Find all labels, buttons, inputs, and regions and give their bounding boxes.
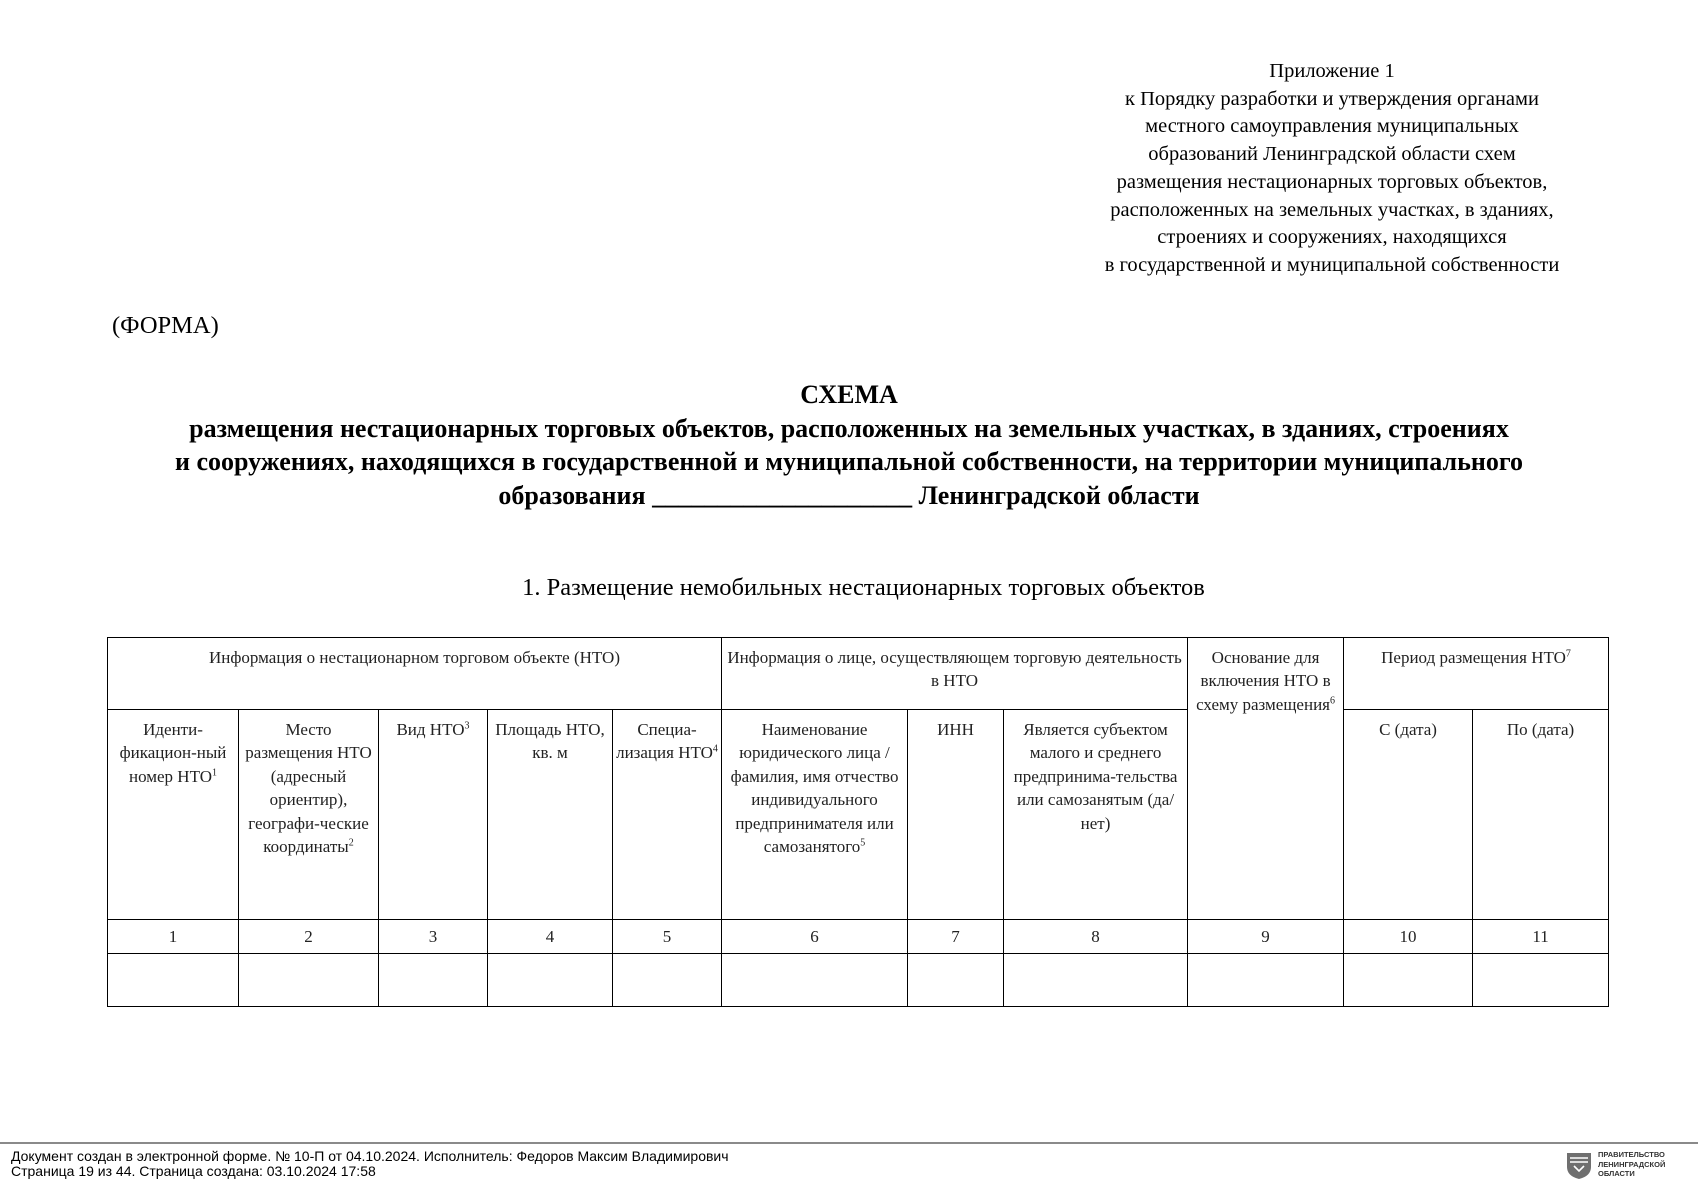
column-number-row: [108, 920, 1609, 954]
title-line: размещения нестационарных торговых объектов, расположенных на земельных участках, в зданиях, строениях: [189, 413, 1509, 443]
document-title: [0, 378, 1698, 512]
column-number: 8: [1004, 920, 1188, 954]
column-header-location: Место размещения НТО (адресный ориентир), географи-ческие координаты$^2$: [239, 710, 379, 920]
logo-text: [1598, 1150, 1690, 1179]
column-number: 1: [108, 920, 239, 954]
column-header-area: Площадь НТО, кв. м: [488, 710, 613, 920]
appendix-line: размещения нестационарных торговых объектов,: [1116, 170, 1548, 193]
footnote-marker: 6: [1330, 695, 1335, 707]
appendix-line: образований Ленинградской области схем: [1148, 143, 1516, 166]
footnote-marker: 2: [348, 837, 354, 849]
title-line: образования ____________________ Ленинградской области: [498, 480, 1200, 510]
table-cell: [239, 954, 379, 1007]
logo-text-line: ОБЛАСТИ: [1598, 1169, 1635, 1178]
column-header-specialization: Специа-лизация НТО$^4$: [613, 710, 722, 920]
table-cell: [379, 954, 488, 1007]
footer-line-document: Документ создан в электронной форме. № 10-П от 04.10.2024. Исполнитель: Федоров Максим Владимирович: [11, 1148, 729, 1164]
table-cell: [722, 954, 908, 1007]
column-header-to-date: По (дата): [1473, 710, 1609, 920]
footer-info: [11, 1149, 729, 1179]
column-number: 6: [722, 920, 908, 954]
footnote-marker: 4: [712, 743, 718, 755]
table-cell: [1473, 954, 1609, 1007]
footnote-marker: 7: [1565, 648, 1571, 660]
footnote-marker: 3: [464, 720, 470, 732]
column-header-id: Иденти-фикацион-ный номер НТО$^1$: [108, 710, 239, 920]
table-cell: [488, 954, 613, 1007]
column-header-sme: Является субъектом малого и среднего предпринима-тельства или самозанятым (да/нет): [1004, 710, 1188, 920]
appendix-line: расположенных на земельных участках, в зданиях,: [1110, 198, 1554, 221]
column-header-inn: ИНН: [908, 710, 1004, 920]
form-label: (ФОРМА): [112, 312, 219, 339]
table-cell: [908, 954, 1004, 1007]
column-number: 3: [379, 920, 488, 954]
column-number: 10: [1344, 920, 1473, 954]
column-number: 2: [239, 920, 379, 954]
column-number: 4: [488, 920, 613, 954]
table-cell: [1344, 954, 1473, 1007]
column-number: 7: [908, 920, 1004, 954]
title-line: и сооружениях, находящихся в государственной и муниципальной собственности, на территории муниципального: [175, 447, 1523, 476]
coat-of-arms-icon: [1566, 1152, 1592, 1180]
column-header-basis: Основание для включения НТО в схему размещения$^6$: [1188, 638, 1344, 920]
footnote-marker: 5: [860, 837, 866, 849]
table-cell: [108, 954, 239, 1007]
appendix-line: строениях и сооружениях, находящихся: [1157, 226, 1507, 249]
table-row: [108, 954, 1609, 1007]
column-number: 11: [1473, 920, 1609, 954]
footnote-marker: 1: [212, 767, 218, 779]
group-header-period: Период размещения НТО$^7$: [1344, 638, 1609, 710]
placement-table: [107, 637, 1609, 1007]
appendix-line: местного самоуправления муниципальных: [1145, 115, 1519, 138]
column-header-from-date: С (дата): [1344, 710, 1473, 920]
group-header-person-info: Информация о лице, осуществляющем торговую деятельность в НТО: [722, 638, 1188, 710]
title-heading: СХЕМА: [800, 380, 898, 409]
logo-text-line: ПРАВИТЕЛЬСТВО: [1598, 1150, 1665, 1159]
column-number: 5: [613, 920, 722, 954]
column-header-name: Наименование юридического лица / фамилия, имя отчество индивидуального предпринимателя или самозанятого$^5$: [722, 710, 908, 920]
table-cell: [613, 954, 722, 1007]
group-header-object-info: Информация о нестационарном торговом объекте (НТО): [108, 638, 722, 710]
appendix-header: [1048, 58, 1616, 280]
appendix-line: Приложение 1: [1269, 60, 1395, 82]
column-header-type: Вид НТО$^3$: [379, 710, 488, 920]
section-title: 1. Размещение немобильных нестационарных торговых объектов: [522, 574, 1205, 601]
column-number: 9: [1188, 920, 1344, 954]
appendix-line: в государственной и муниципальной собственности: [1104, 253, 1560, 276]
logo-text-line: ЛЕНИНГРАДСКОЙ: [1598, 1159, 1666, 1169]
footer-divider: [0, 1142, 1698, 1144]
table-cell: [1004, 954, 1188, 1007]
table-cell: [1188, 954, 1344, 1007]
footer-line-page: Страница 19 из 44. Страница создана: 03.10.2024 17:58: [11, 1163, 376, 1179]
government-logo: [1566, 1150, 1688, 1182]
appendix-line: к Порядку разработки и утверждения органами: [1125, 87, 1539, 110]
